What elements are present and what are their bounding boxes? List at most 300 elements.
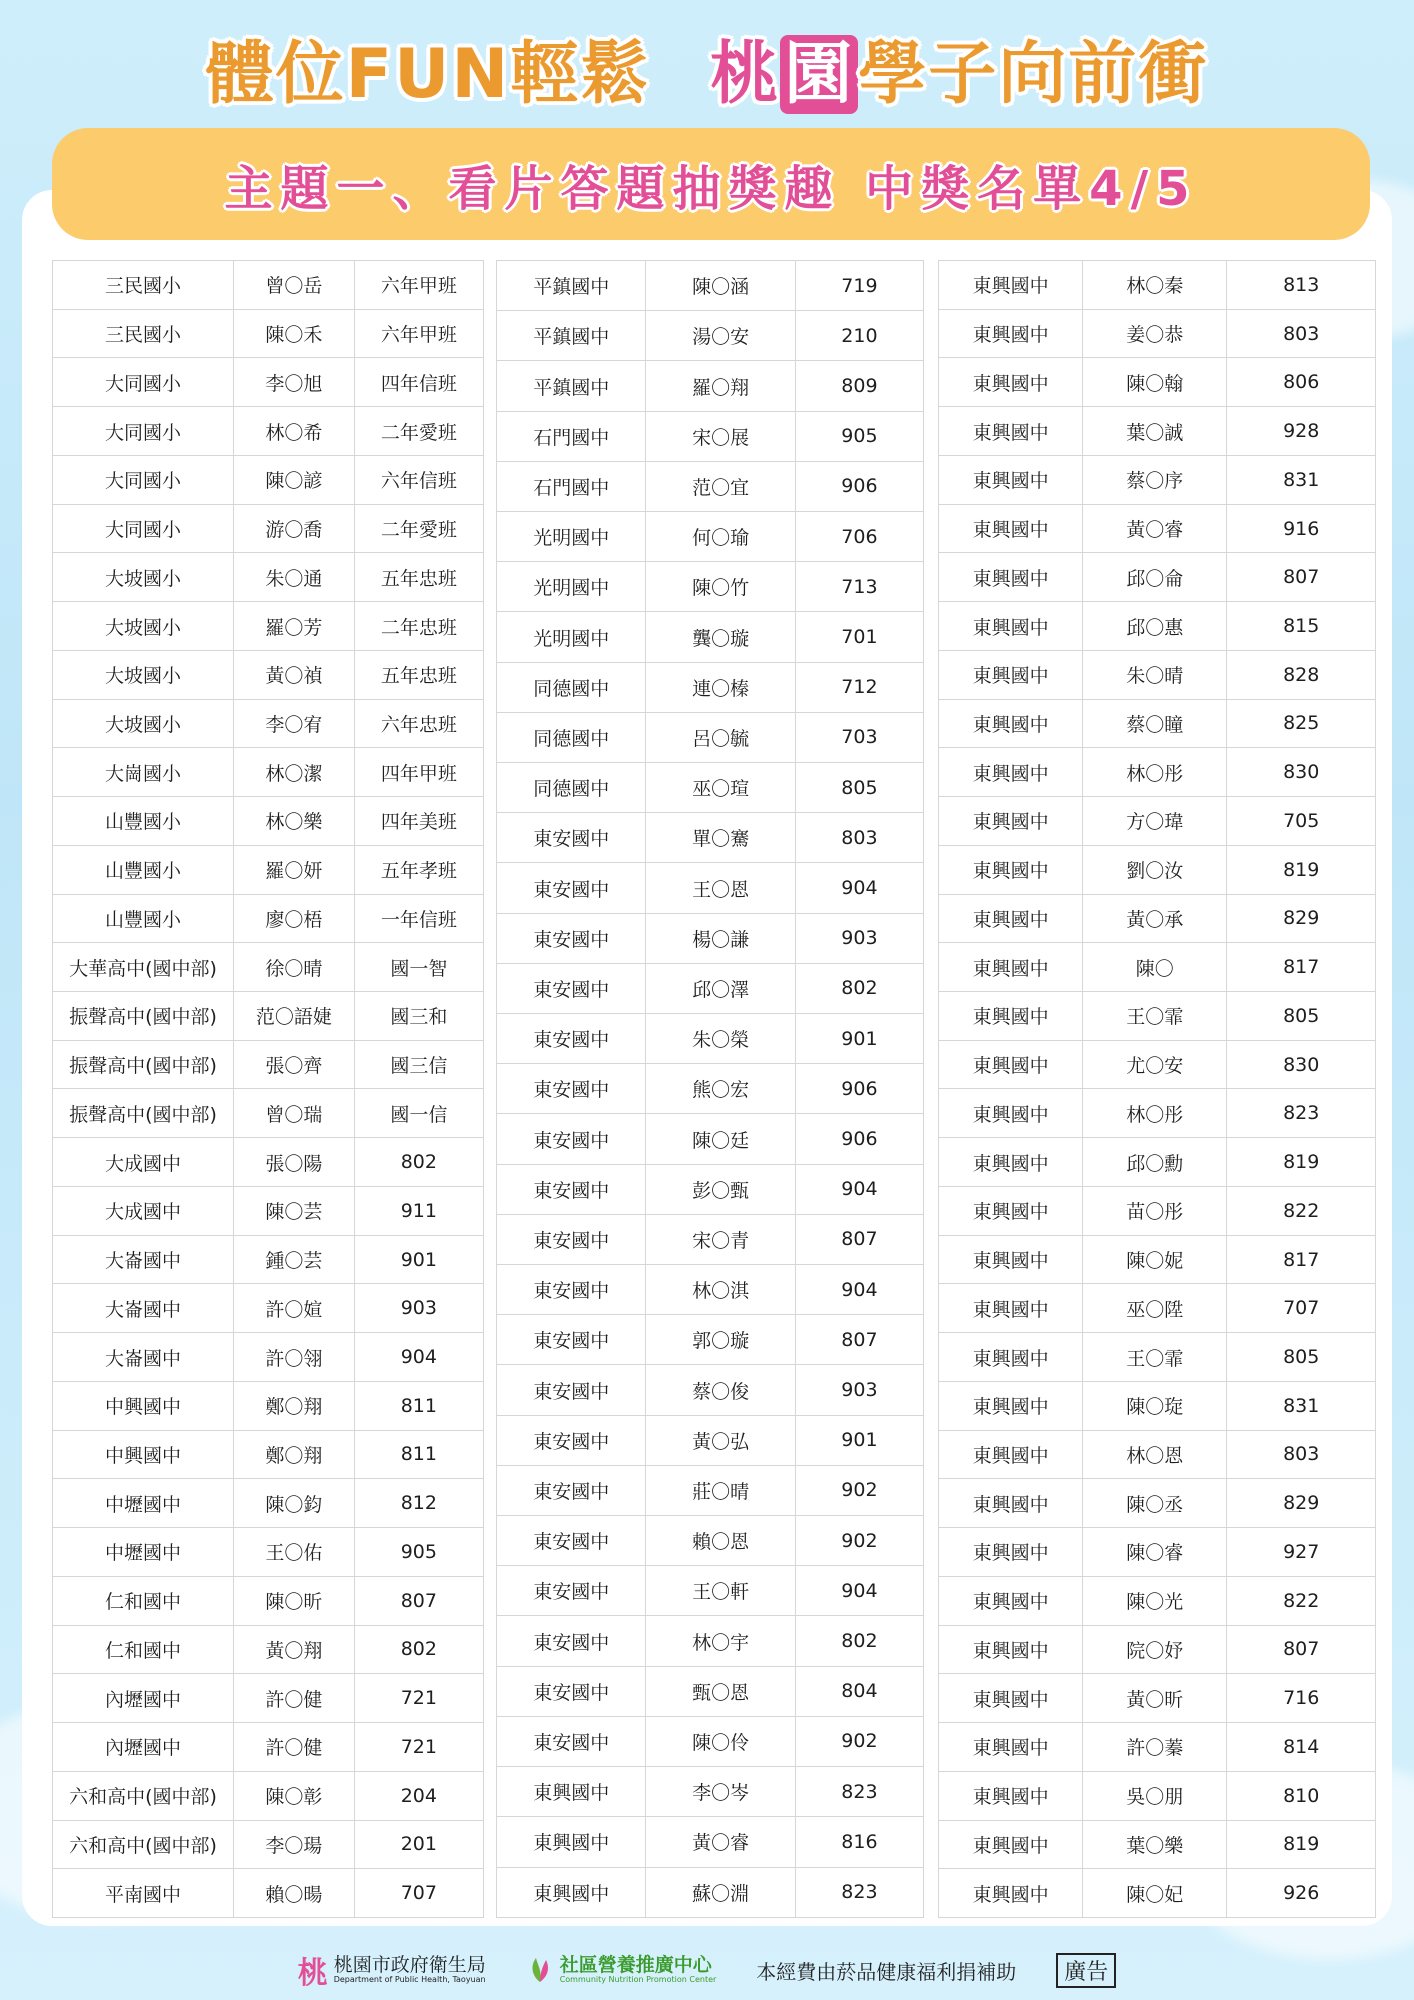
student-name-cell: 熊〇宏 (646, 1064, 795, 1114)
table-row (53, 261, 484, 310)
table-row (497, 963, 924, 1013)
student-name-cell: 許〇健 (234, 1723, 355, 1772)
table-row (939, 845, 1376, 894)
school-cell: 大崗國小 (53, 748, 234, 797)
class-cell: 927 (1227, 1528, 1376, 1577)
student-name-cell: 呂〇毓 (646, 712, 795, 762)
student-name-cell: 曾〇瑞 (234, 1089, 355, 1138)
table-row (939, 309, 1376, 358)
school-cell: 東興國中 (497, 1767, 646, 1817)
school-cell: 東興國中 (939, 1138, 1083, 1187)
student-name-cell: 王〇佑 (234, 1528, 355, 1577)
class-cell: 807 (1227, 553, 1376, 602)
school-cell: 東興國中 (939, 894, 1083, 943)
table-row (497, 261, 924, 311)
table-row (939, 1771, 1376, 1820)
school-cell: 振聲高中(國中部) (53, 992, 234, 1041)
nutrition-center-name: 社區營養推廣中心 (559, 1953, 712, 1976)
school-cell: 內壢國中 (53, 1674, 234, 1723)
class-cell: 906 (795, 1114, 923, 1164)
class-cell: 904 (354, 1333, 483, 1382)
school-cell: 同德國中 (497, 712, 646, 762)
table-row (497, 813, 924, 863)
student-name-cell: 郭〇璇 (646, 1315, 795, 1365)
school-cell: 同德國中 (497, 763, 646, 813)
student-name-cell: 林〇潔 (234, 748, 355, 797)
table-row (53, 845, 484, 894)
table-row (53, 1674, 484, 1723)
class-cell: 822 (1227, 1576, 1376, 1625)
table-row (939, 1381, 1376, 1430)
school-cell: 大華高中(國中部) (53, 943, 234, 992)
table-row (53, 748, 484, 797)
class-cell: 五年孝班 (354, 845, 483, 894)
class-cell: 823 (795, 1867, 923, 1918)
class-cell: 901 (795, 1415, 923, 1465)
table-row (939, 748, 1376, 797)
winners-table (496, 260, 924, 1918)
student-name-cell: 游〇喬 (234, 504, 355, 553)
school-cell: 東興國中 (939, 1284, 1083, 1333)
student-name-cell: 王〇霏 (1083, 1333, 1227, 1382)
school-cell: 東興國中 (939, 1381, 1083, 1430)
class-cell: 814 (1227, 1723, 1376, 1772)
student-name-cell: 宋〇展 (646, 411, 795, 461)
student-name-cell: 許〇健 (234, 1674, 355, 1723)
poster-title (0, 18, 1414, 118)
table-row (53, 1625, 484, 1674)
class-cell: 六年忠班 (354, 699, 483, 748)
class-cell: 916 (1227, 504, 1376, 553)
table-row (939, 1186, 1376, 1235)
table-row (939, 699, 1376, 748)
table-row (53, 1089, 484, 1138)
table-row (497, 1817, 924, 1867)
title-left: 體位FUN輕鬆 (205, 34, 651, 114)
school-cell: 光明國中 (497, 512, 646, 562)
class-cell: 809 (795, 361, 923, 411)
student-name-cell: 吳〇朋 (1083, 1771, 1227, 1820)
health-dept-icon: 桃 (297, 1956, 328, 1991)
table-row (53, 602, 484, 651)
table-row (939, 1479, 1376, 1528)
school-cell: 山豐國小 (53, 845, 234, 894)
student-name-cell: 陳〇睿 (1083, 1528, 1227, 1577)
student-name-cell: 劉〇汝 (1083, 845, 1227, 894)
student-name-cell: 羅〇妍 (234, 845, 355, 894)
school-cell: 東安國中 (497, 813, 646, 863)
student-name-cell: 張〇陽 (234, 1138, 355, 1187)
class-cell: 802 (795, 963, 923, 1013)
table-row (497, 1365, 924, 1415)
table-row (939, 602, 1376, 651)
table-row (497, 662, 924, 712)
class-cell: 904 (795, 1566, 923, 1616)
table-row (53, 358, 484, 407)
school-cell: 振聲高中(國中部) (53, 1040, 234, 1089)
student-name-cell: 黃〇昕 (1083, 1674, 1227, 1723)
school-cell: 東興國中 (939, 797, 1083, 846)
class-cell: 829 (1227, 1479, 1376, 1528)
school-cell: 光明國中 (497, 562, 646, 612)
class-cell: 905 (795, 411, 923, 461)
class-cell: 802 (795, 1616, 923, 1666)
health-dept-name: 桃園市政府衛生局 (333, 1953, 486, 1976)
school-cell: 東興國中 (939, 553, 1083, 602)
class-cell: 812 (354, 1479, 483, 1528)
class-cell: 807 (795, 1315, 923, 1365)
table-row (939, 1674, 1376, 1723)
student-name-cell: 賴〇恩 (646, 1516, 795, 1566)
table-row (497, 512, 924, 562)
student-name-cell: 徐〇晴 (234, 943, 355, 992)
school-cell: 大成國中 (53, 1186, 234, 1235)
school-cell: 東安國中 (497, 1315, 646, 1365)
student-name-cell: 彭〇甄 (646, 1164, 795, 1214)
student-name-cell: 蔡〇俊 (646, 1365, 795, 1415)
school-cell: 東安國中 (497, 1616, 646, 1666)
class-cell: 805 (1227, 992, 1376, 1041)
student-name-cell: 陳〇禾 (234, 309, 355, 358)
table-row (939, 1235, 1376, 1284)
school-cell: 東興國中 (939, 1674, 1083, 1723)
school-cell: 東興國中 (939, 1479, 1083, 1528)
class-cell: 903 (795, 913, 923, 963)
class-cell: 707 (1227, 1284, 1376, 1333)
school-cell: 大崙國中 (53, 1333, 234, 1382)
school-cell: 東興國中 (939, 943, 1083, 992)
school-cell: 東興國中 (939, 1576, 1083, 1625)
class-cell: 906 (795, 1064, 923, 1114)
student-name-cell: 邱〇惠 (1083, 602, 1227, 651)
school-cell: 東安國中 (497, 1716, 646, 1766)
school-cell: 東興國中 (939, 1625, 1083, 1674)
class-cell: 701 (795, 612, 923, 662)
table-row (53, 1040, 484, 1089)
table-row (497, 763, 924, 813)
table-row (939, 1820, 1376, 1869)
student-name-cell: 連〇榛 (646, 662, 795, 712)
class-cell: 810 (1227, 1771, 1376, 1820)
class-cell: 707 (354, 1869, 483, 1918)
table-row (939, 1089, 1376, 1138)
student-name-cell: 范〇宜 (646, 461, 795, 511)
table-row (939, 261, 1376, 310)
school-cell: 平鎮國中 (497, 361, 646, 411)
school-cell: 東興國中 (939, 602, 1083, 651)
student-name-cell: 單〇騫 (646, 813, 795, 863)
table-row (53, 1528, 484, 1577)
class-cell: 國一信 (354, 1089, 483, 1138)
school-cell: 大坡國小 (53, 553, 234, 602)
table-row (53, 1235, 484, 1284)
student-name-cell: 甄〇恩 (646, 1666, 795, 1716)
table-row (53, 943, 484, 992)
table-row (497, 1716, 924, 1766)
student-name-cell: 李〇瑒 (234, 1820, 355, 1869)
table-row (53, 1186, 484, 1235)
table-row (939, 1723, 1376, 1772)
school-cell: 東興國中 (939, 1771, 1083, 1820)
table-row (53, 504, 484, 553)
school-cell: 仁和國中 (53, 1625, 234, 1674)
student-name-cell: 苗〇彤 (1083, 1186, 1227, 1235)
table-row (939, 1528, 1376, 1577)
student-name-cell: 葉〇樂 (1083, 1820, 1227, 1869)
school-cell: 東興國中 (939, 455, 1083, 504)
class-cell: 902 (795, 1465, 923, 1515)
student-name-cell: 鄭〇翔 (234, 1430, 355, 1479)
student-name-cell: 陳〇廷 (646, 1114, 795, 1164)
table-row (497, 311, 924, 361)
class-cell: 905 (354, 1528, 483, 1577)
subtitle-banner (52, 128, 1370, 240)
school-cell: 大坡國小 (53, 699, 234, 748)
school-cell: 東興國中 (939, 1820, 1083, 1869)
table-row (497, 1315, 924, 1365)
table-row (939, 650, 1376, 699)
class-cell: 四年甲班 (354, 748, 483, 797)
school-cell: 大同國小 (53, 407, 234, 456)
class-cell: 813 (1227, 261, 1376, 310)
school-cell: 東興國中 (939, 699, 1083, 748)
table-row (939, 1869, 1376, 1918)
class-cell: 721 (354, 1723, 483, 1772)
school-cell: 中興國中 (53, 1381, 234, 1430)
school-cell: 東安國中 (497, 1064, 646, 1114)
table-row (53, 1723, 484, 1772)
student-name-cell: 黃〇睿 (1083, 504, 1227, 553)
class-cell: 803 (1227, 1430, 1376, 1479)
table-row (497, 712, 924, 762)
table-row (53, 1430, 484, 1479)
school-cell: 東興國中 (939, 1235, 1083, 1284)
school-cell: 中壢國中 (53, 1528, 234, 1577)
student-name-cell: 張〇齊 (234, 1040, 355, 1089)
winners-table-3 (938, 260, 1376, 1918)
table-row (497, 1014, 924, 1064)
student-name-cell: 黃〇禎 (234, 650, 355, 699)
student-name-cell: 林〇恩 (1083, 1430, 1227, 1479)
nutrition-center-name-en: Community Nutrition Promotion Center (559, 1974, 717, 1984)
student-name-cell: 邱〇澤 (646, 963, 795, 1013)
student-name-cell: 陳〇彰 (234, 1771, 355, 1820)
student-name-cell: 陳〇鈞 (234, 1479, 355, 1528)
student-name-cell: 巫〇陞 (1083, 1284, 1227, 1333)
student-name-cell: 羅〇芳 (234, 602, 355, 651)
school-cell: 大坡國小 (53, 602, 234, 651)
class-cell: 一年信班 (354, 894, 483, 943)
student-name-cell: 林〇希 (234, 407, 355, 456)
student-name-cell: 龔〇璇 (646, 612, 795, 662)
school-cell: 光明國中 (497, 612, 646, 662)
school-cell: 東興國中 (939, 1333, 1083, 1382)
student-name-cell: 林〇淇 (646, 1265, 795, 1315)
school-cell: 東安國中 (497, 1214, 646, 1264)
class-cell: 五年忠班 (354, 650, 483, 699)
student-name-cell: 陳〇丞 (1083, 1479, 1227, 1528)
table-row (53, 1820, 484, 1869)
table-row (53, 1284, 484, 1333)
table-row (53, 455, 484, 504)
student-name-cell: 陳〇妃 (1083, 1869, 1227, 1918)
table-row (939, 943, 1376, 992)
table-row (939, 504, 1376, 553)
class-cell: 721 (354, 1674, 483, 1723)
class-cell: 928 (1227, 407, 1376, 456)
class-cell: 807 (795, 1214, 923, 1264)
student-name-cell: 姜〇恭 (1083, 309, 1227, 358)
class-cell: 819 (1227, 1138, 1376, 1187)
table-row (497, 361, 924, 411)
school-cell: 東興國中 (939, 748, 1083, 797)
school-cell: 六和高中(國中部) (53, 1820, 234, 1869)
school-cell: 振聲高中(國中部) (53, 1089, 234, 1138)
table-row (497, 1114, 924, 1164)
student-name-cell: 何〇瑜 (646, 512, 795, 562)
school-cell: 東興國中 (939, 650, 1083, 699)
table-row (939, 1430, 1376, 1479)
table-row (939, 1333, 1376, 1382)
class-cell: 719 (795, 261, 923, 311)
school-cell: 東安國中 (497, 1415, 646, 1465)
class-cell: 210 (795, 311, 923, 361)
student-name-cell: 湯〇安 (646, 311, 795, 361)
table-row (497, 1767, 924, 1817)
class-cell: 806 (1227, 358, 1376, 407)
class-cell: 803 (1227, 309, 1376, 358)
table-row (53, 1381, 484, 1430)
class-cell: 819 (1227, 845, 1376, 894)
school-cell: 東興國中 (939, 992, 1083, 1041)
class-cell: 國三和 (354, 992, 483, 1041)
student-name-cell: 朱〇晴 (1083, 650, 1227, 699)
table-row (497, 1566, 924, 1616)
class-cell: 六年甲班 (354, 261, 483, 310)
class-cell: 807 (1227, 1625, 1376, 1674)
class-cell: 815 (1227, 602, 1376, 651)
table-row (939, 1138, 1376, 1187)
class-cell: 901 (354, 1235, 483, 1284)
class-cell: 802 (354, 1625, 483, 1674)
student-name-cell: 許〇媗 (234, 1284, 355, 1333)
table-row (497, 1064, 924, 1114)
school-cell: 東興國中 (939, 1089, 1083, 1138)
student-name-cell: 陳〇諺 (234, 455, 355, 504)
school-cell: 三民國小 (53, 309, 234, 358)
class-cell: 825 (1227, 699, 1376, 748)
table-row (53, 1479, 484, 1528)
student-name-cell: 巫〇瑄 (646, 763, 795, 813)
student-name-cell: 鄭〇翔 (234, 1381, 355, 1430)
class-cell: 817 (1227, 943, 1376, 992)
class-cell: 705 (1227, 797, 1376, 846)
school-cell: 平鎮國中 (497, 261, 646, 311)
table-row (497, 411, 924, 461)
student-name-cell: 林〇彤 (1083, 1089, 1227, 1138)
school-cell: 東興國中 (939, 504, 1083, 553)
school-cell: 東興國中 (939, 845, 1083, 894)
winners-table-1 (52, 260, 484, 1918)
title-right-a: 桃 (710, 34, 781, 114)
school-cell: 內壢國中 (53, 1723, 234, 1772)
student-name-cell: 黃〇睿 (646, 1817, 795, 1867)
table-row (53, 992, 484, 1041)
class-cell: 二年愛班 (354, 407, 483, 456)
class-cell: 831 (1227, 455, 1376, 504)
class-cell: 819 (1227, 1820, 1376, 1869)
winners-table (52, 260, 484, 1918)
table-row (497, 863, 924, 913)
student-name-cell: 邱〇勳 (1083, 1138, 1227, 1187)
school-cell: 東安國中 (497, 913, 646, 963)
school-cell: 東安國中 (497, 963, 646, 1013)
ad-label: 廣告 (1056, 1953, 1116, 1988)
school-cell: 東安國中 (497, 1666, 646, 1716)
class-cell: 二年愛班 (354, 504, 483, 553)
table-row (497, 1666, 924, 1716)
table-row (939, 358, 1376, 407)
table-row (497, 1415, 924, 1465)
table-row (53, 309, 484, 358)
table-row (497, 1465, 924, 1515)
class-cell: 817 (1227, 1235, 1376, 1284)
school-cell: 六和高中(國中部) (53, 1771, 234, 1820)
school-cell: 東安國中 (497, 1014, 646, 1064)
table-row (53, 894, 484, 943)
school-cell: 東安國中 (497, 1114, 646, 1164)
student-name-cell: 院〇妤 (1083, 1625, 1227, 1674)
table-row (53, 1333, 484, 1382)
school-cell: 大同國小 (53, 504, 234, 553)
student-name-cell: 葉〇誠 (1083, 407, 1227, 456)
table-row (53, 553, 484, 602)
student-name-cell: 陳〇琁 (1083, 1381, 1227, 1430)
class-cell: 816 (795, 1817, 923, 1867)
class-cell: 二年忠班 (354, 602, 483, 651)
table-row (497, 1516, 924, 1566)
class-cell: 811 (354, 1381, 483, 1430)
class-cell: 903 (795, 1365, 923, 1415)
table-row (53, 797, 484, 846)
student-name-cell: 陳〇 (1083, 943, 1227, 992)
school-cell: 東安國中 (497, 1465, 646, 1515)
class-cell: 829 (1227, 894, 1376, 943)
student-name-cell: 王〇恩 (646, 863, 795, 913)
student-name-cell: 陳〇翰 (1083, 358, 1227, 407)
title-right (710, 20, 1208, 117)
subtitle-text: 主題一、看片答題抽獎趣 中獎名單4/5 (224, 160, 1198, 217)
school-cell: 大崙國中 (53, 1284, 234, 1333)
table-row (497, 1867, 924, 1918)
class-cell: 802 (354, 1138, 483, 1187)
school-cell: 大成國中 (53, 1138, 234, 1187)
school-cell: 東安國中 (497, 1516, 646, 1566)
school-cell: 東興國中 (939, 1723, 1083, 1772)
student-name-cell: 邱〇侖 (1083, 553, 1227, 602)
class-cell: 703 (795, 712, 923, 762)
student-name-cell: 楊〇謙 (646, 913, 795, 963)
school-cell: 東安國中 (497, 1164, 646, 1214)
table-row (939, 1625, 1376, 1674)
class-cell: 831 (1227, 1381, 1376, 1430)
student-name-cell: 鍾〇芸 (234, 1235, 355, 1284)
school-cell: 大同國小 (53, 358, 234, 407)
title-right-b: 園 (780, 35, 858, 114)
table-row (497, 1214, 924, 1264)
student-name-cell: 陳〇竹 (646, 562, 795, 612)
table-row (939, 407, 1376, 456)
